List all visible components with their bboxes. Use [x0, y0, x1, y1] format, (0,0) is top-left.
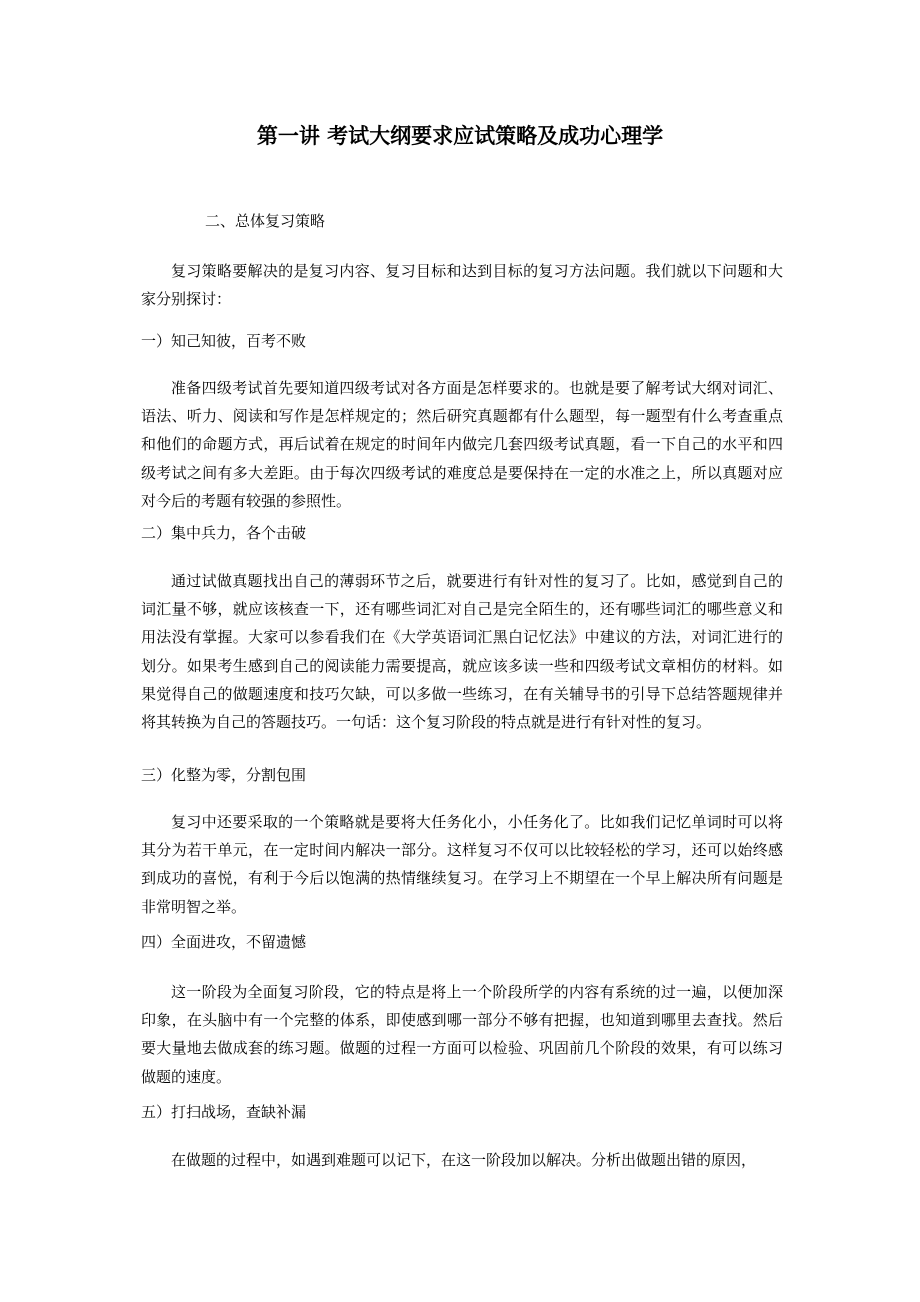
document-title: 第一讲 考试大纲要求应试策略及成功心理学 [256, 124, 664, 148]
section-subtitle: 二、总体复习策略 [205, 212, 326, 230]
intro-paragraph: 复习策略要解决的是复习内容、复习目标和达到目标的复习方法问题。我们就以下问题和大家分别探讨： [141, 262, 783, 309]
section-heading-3: 三）化整为零，分割包围 [141, 766, 307, 784]
section-heading-1: 一）知己知彼，百考不败 [141, 332, 307, 350]
section-body-2: 通过试做真题找出自己的薄弱环节之后，就要进行有针对性的复习了。比如，感觉到自己的词汇量不够，就应该核查一下，还有哪些词汇对自己是完全陌生的，还有哪些词汇的哪些意义和用法没有掌握。大家可以参看我们在《大学英语词汇黑白记忆法》中建议的方法，对词汇进行的划分。如果考生感到自己的阅读能力需要提高，就应该多读一些和四级考试文章相仿的材料。如果觉得自己的做题速度和技巧欠缺，可以多做一些练习，在有关辅导书的引导下总结答题规律并将其转换为自己的答题技巧。一句话：这个复习阶段的特点就是进行有针对性的复习。 [141, 572, 783, 732]
section-body-5: 在做题的过程中，如遇到难题可以记下，在这一阶段加以解决。分析出做题出错的原因， [171, 1151, 757, 1169]
section-heading-5: 五）打扫战场，查缺补漏 [141, 1103, 307, 1121]
section-body-4: 这一阶段为全面复习阶段，它的特点是将上一个阶段所学的内容有系统的过一遍，以便加深印象，在头脑中有一个完整的体系，即使感到哪一部分不够有把握，也知道到哪里去查找。然后要大量地去做成套的练习题。做题的过程一方面可以检验、巩固前几个阶段的效果，有可以练习做题的速度。 [141, 983, 783, 1086]
section-heading-4: 四）全面进攻，不留遗憾 [141, 933, 307, 951]
section-heading-2: 二）集中兵力，各个击破 [141, 524, 307, 542]
section-body-1: 准备四级考试首先要知道四级考试对各方面是怎样要求的。也就是要了解考试大纲对词汇、语法、听力、阅读和写作是怎样规定的；然后研究真题都有什么题型，每一题型有什么考查重点和他们的命题方式，再后试着在规定的时间年内做完几套四级考试真题，看一下自己的水平和四级考试之间有多大差距。由于每次四级考试的难度总是要保持在一定的水准之上，所以真题对应对今后的考题有较强的参照性。 [141, 379, 783, 510]
section-body-3: 复习中还要采取的一个策略就是要将大任务化小，小任务化了。比如我们记忆单词时可以将其分为若干单元，在一定时间内解决一部分。这样复习不仅可以比较轻松的学习，还可以始终感到成功的喜悦，有利于今后以饱满的热情继续复习。在学习上不期望在一个早上解决所有问题是非常明智之举。 [141, 813, 783, 916]
